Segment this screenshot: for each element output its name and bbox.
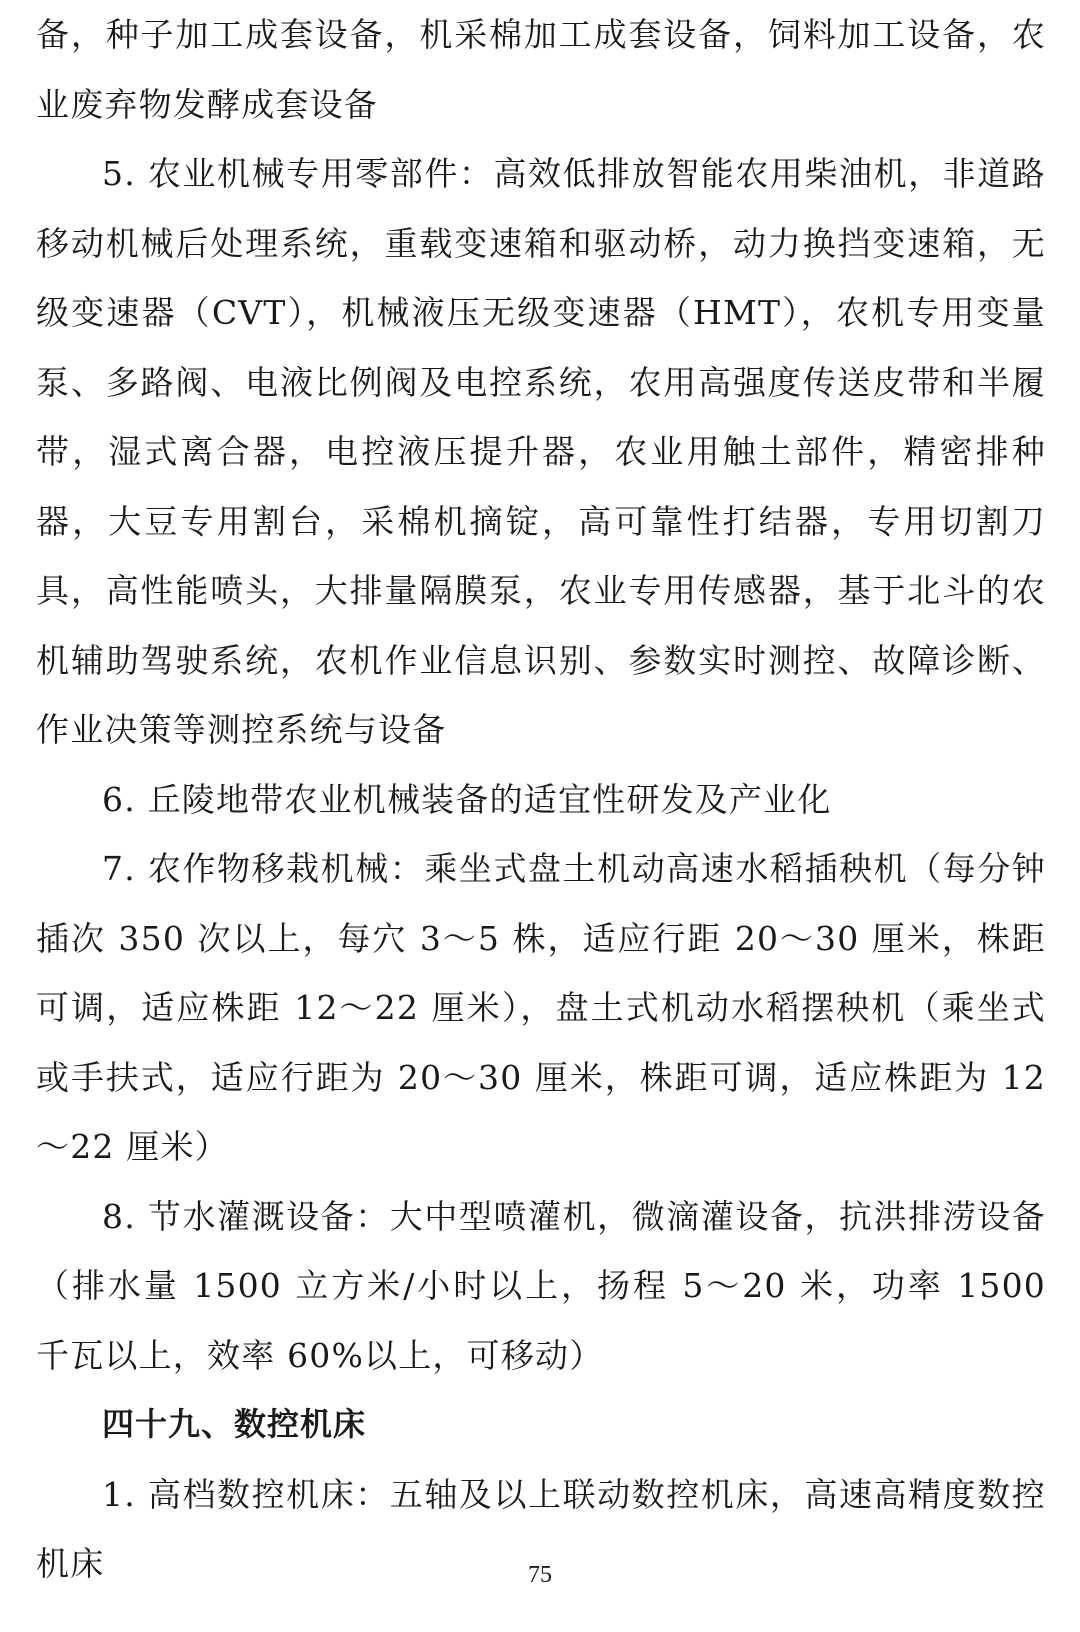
paragraph-item-6: 6. 丘陵地带农业机械装备的适宜性研发及产业化 — [102, 779, 832, 819]
paragraph-item-7: 7. 农作物移栽机械：乘坐式盘土机动高速水稻插秧机（每分钟插次 350 次以上，每穴 3～5 株，适应行距 20～30 厘米，株距可调，适应株距 12～22 厘米），盘土式机动水稻摆秧机（乘坐式或手扶式，适应行距为 20～30 厘米，株距可调，适应株距为 12～22 厘米） — [36, 849, 1046, 1166]
paragraph-item-5: 5. 农业机械专用零部件：高效低排放智能农用柴油机，非道路移动机械后处理系统，重载变速箱和驱动桥，动力换挡变速箱，无级变速器（CVT），机械液压无级变速器（HMT），农机专用变量泵、多路阀、电液比例阀及电控系统，农用高强度传送皮带和半履带，湿式离合器，电控液压提升器，农业用触土部件，精密排种器，大豆专用割台，采棉机摘锭，高可靠性打结器，专用切割刀具，高性能喷头，大排量隔膜泵，农业专用传感器，基于北斗的农机辅助驾驶系统，农机作业信息识别、参数实时测控、故障诊断、作业决策等测控系统与设备 — [36, 154, 1046, 749]
paragraph-item-1: 1. 高档数控机床：五轴及以上联动数控机床，高速高精度数控机床 — [36, 1474, 1046, 1583]
page-number: 75 — [528, 1562, 552, 1588]
paragraph-continuation: 备，种子加工成套设备，机采棉加工成套设备，饲料加工设备，农业废弃物发酵成套设备 — [36, 15, 1046, 124]
body-text — [36, 0, 1046, 1599]
section-heading: 四十九、数控机床 — [102, 1405, 367, 1443]
paragraph-item-8: 8. 节水灌溉设备：大中型喷灌机，微滴灌设备，抗洪排涝设备（排水量 1500 立方米/小时以上，扬程 5～20 米，功率 1500 千瓦以上，效率 60%以上，可移动） — [36, 1196, 1046, 1375]
